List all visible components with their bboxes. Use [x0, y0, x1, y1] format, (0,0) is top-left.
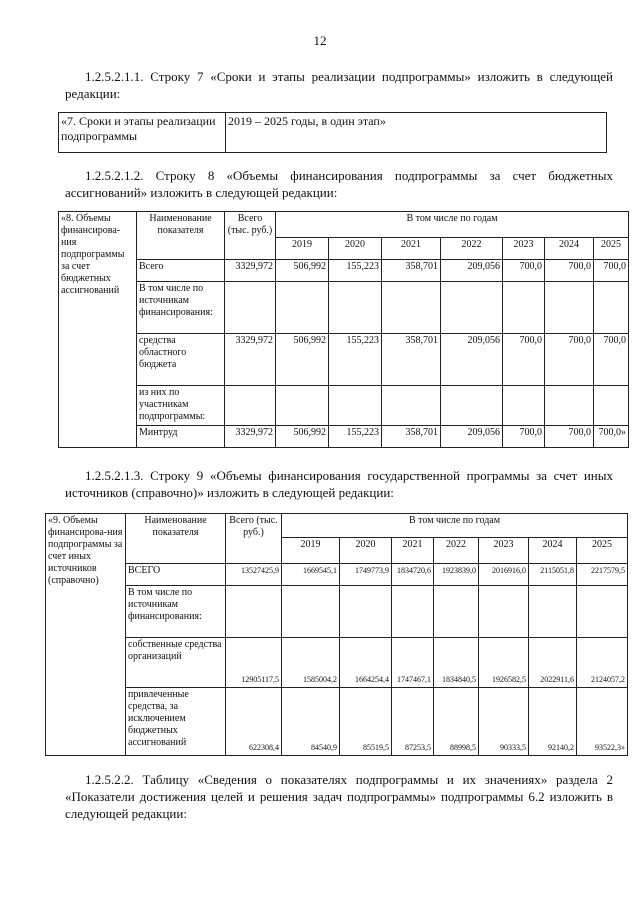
table8-cell: 209,056	[441, 426, 503, 448]
table8-cell	[329, 386, 382, 426]
table9-row-label: «9. Объемы финансирова-ния подпрограммы за счет иных источников (справочно)	[46, 514, 126, 756]
table7-label: «7. Сроки и этапы реализации подпрограммы	[59, 113, 226, 153]
table8-cell: 700,0	[503, 426, 545, 448]
table9-cell	[434, 586, 479, 638]
table8-header-name: Наименование показателя	[137, 212, 225, 260]
table9-cell: 90333,5	[479, 688, 529, 756]
table-row-9	[45, 513, 628, 756]
table8-cell: 358,701	[382, 334, 441, 386]
table9-cell: 87253,5	[392, 688, 434, 756]
table8-cell	[545, 282, 594, 334]
table8-cell: 155,223	[329, 426, 382, 448]
table9-cell	[282, 586, 340, 638]
table9-year: 2023	[479, 538, 529, 564]
table8-cell: 155,223	[329, 260, 382, 282]
table8-cell: 209,056	[441, 260, 503, 282]
table8-cell	[329, 282, 382, 334]
table9-cell-total	[226, 586, 282, 638]
table9-cell: 1834720,6	[392, 564, 434, 586]
table9-cell: 85519,5	[340, 688, 392, 756]
table8-cell: 700,0»	[594, 426, 629, 448]
table8-cell-name: В том числе по источникам финансирования:	[137, 282, 225, 334]
table9-cell-total: 622308,4	[226, 688, 282, 756]
table9-cell: 2016916,0	[479, 564, 529, 586]
table8-cell	[503, 282, 545, 334]
table9-cell: 1749773,9	[340, 564, 392, 586]
table9-cell: 1664254,4	[340, 638, 392, 688]
table8-year: 2023	[503, 238, 545, 260]
table8-cell	[594, 282, 629, 334]
table9-cell: 93522,3»	[577, 688, 628, 756]
paragraph-row7-instruction: 1.2.5.2.1.1. Строку 7 «Сроки и этапы реализации подпрограммы» изложить в следующей редакции:	[65, 69, 613, 101]
table9-cell-total: 12905117,5	[226, 638, 282, 688]
table-row	[59, 282, 629, 334]
table8-cell: 700,0	[545, 334, 594, 386]
table9-year: 2022	[434, 538, 479, 564]
table9-cell: 1834840,5	[434, 638, 479, 688]
table8-year: 2021	[382, 238, 441, 260]
table8-header-years: В том числе по годам	[276, 212, 629, 238]
table8-cell	[441, 282, 503, 334]
table8-cell	[441, 386, 503, 426]
table9-cell-name: собственные средства организаций	[126, 638, 226, 688]
table8-year: 2022	[441, 238, 503, 260]
paragraph-row9-instruction: 1.2.5.2.1.3. Строку 9 «Объемы финансирования государственной программы за счет иных источников (справочно)» изложить в следующей редакции:	[65, 468, 613, 500]
table9-year: 2019	[282, 538, 340, 564]
table8-year: 2025	[594, 238, 629, 260]
table8-cell	[594, 386, 629, 426]
table8-cell: 506,992	[276, 426, 329, 448]
table9-cell: 2115051,8	[529, 564, 577, 586]
table9-cell: 1923839,0	[434, 564, 479, 586]
table9-cell	[479, 586, 529, 638]
paragraph-table-instruction: 1.2.5.2.2. Таблицу «Сведения о показателях подпрограммы и их значениях» раздела 2 «Показатели достижения целей и решения задач подпрограммы» подпрограммы 6.2 изложить в следующей редакции:	[65, 772, 613, 821]
table9-cell: 1669545,1	[282, 564, 340, 586]
page-number: 12	[313, 33, 327, 48]
table8-cell: 358,701	[382, 260, 441, 282]
table-row	[46, 564, 628, 586]
table-row	[59, 426, 629, 448]
paragraph-row8-instruction: 1.2.5.2.1.2. Строку 8 «Объемы финансирования подпрограммы за счет бюджетных ассигнований» изложить в следующей редакции:	[65, 168, 613, 200]
table9-cell: 92140,2	[529, 688, 577, 756]
table9-cell	[529, 586, 577, 638]
table8-year: 2020	[329, 238, 382, 260]
table9-cell-total: 13527425,9	[226, 564, 282, 586]
table9-cell: 84540,9	[282, 688, 340, 756]
table9-cell: 1747467,1	[392, 638, 434, 688]
table9-cell	[340, 586, 392, 638]
table8-cell-total: 3329,972	[225, 260, 276, 282]
table8-cell: 700,0	[594, 334, 629, 386]
table8-cell: 700,0	[503, 260, 545, 282]
table9-cell	[577, 586, 628, 638]
table9-year: 2025	[577, 538, 628, 564]
table9-cell: 2022911,6	[529, 638, 577, 688]
table8-cell: 506,992	[276, 334, 329, 386]
table9-cell: 1926582,5	[479, 638, 529, 688]
table8-cell	[545, 386, 594, 426]
table9-cell-name: ВСЕГО	[126, 564, 226, 586]
table8-row-label: «8. Объемы финансирова-ния подпрограммы за счет бюджетных ассигнований	[59, 212, 137, 448]
table8-cell	[276, 282, 329, 334]
table7-value: 2019 – 2025 годы, в один этап»	[226, 113, 607, 153]
table9-cell: 88998,5	[434, 688, 479, 756]
table9-cell: 1585004,2	[282, 638, 340, 688]
table9-cell: 2217579,5	[577, 564, 628, 586]
table8-cell: 700,0	[594, 260, 629, 282]
table-row	[59, 386, 629, 426]
table8-cell	[503, 386, 545, 426]
table9-header-total: Всего (тыс. руб.)	[226, 514, 282, 564]
table8-cell-total	[225, 282, 276, 334]
table9-cell: 2124057,2	[577, 638, 628, 688]
table-row	[59, 334, 629, 386]
table9-year: 2021	[392, 538, 434, 564]
table8-cell: 700,0	[545, 426, 594, 448]
table8-cell: 700,0	[545, 260, 594, 282]
table-row	[59, 260, 629, 282]
table8-cell-name: средства областного бюджета	[137, 334, 225, 386]
table8-cell-total: 3329,972	[225, 334, 276, 386]
table8-cell: 358,701	[382, 426, 441, 448]
table8-cell-total	[225, 386, 276, 426]
table8-cell: 155,223	[329, 334, 382, 386]
table8-cell-name: Минтруд	[137, 426, 225, 448]
table-row	[46, 638, 628, 688]
table-row-7	[58, 112, 607, 153]
table8-cell	[276, 386, 329, 426]
table9-year: 2024	[529, 538, 577, 564]
table8-cell	[382, 282, 441, 334]
table-row	[46, 586, 628, 638]
table9-cell-name: В том числе по источникам финансирования:	[126, 586, 226, 638]
table9-year: 2020	[340, 538, 392, 564]
table8-cell: 700,0	[503, 334, 545, 386]
table9-cell-name: привлеченные средства, за исключением бюджетных ассигнований	[126, 688, 226, 756]
table8-header-total: Всего (тыс. руб.)	[225, 212, 276, 260]
table8-year: 2019	[276, 238, 329, 260]
table8-cell-name: Всего	[137, 260, 225, 282]
table-row	[46, 688, 628, 756]
table-row-8	[58, 211, 629, 448]
table8-cell-name: из них по участникам подпрограммы:	[137, 386, 225, 426]
table8-cell-total: 3329,972	[225, 426, 276, 448]
table8-cell	[382, 386, 441, 426]
table9-cell	[392, 586, 434, 638]
table9-header-name: Наименование показателя	[126, 514, 226, 564]
table8-cell: 506,992	[276, 260, 329, 282]
table9-header-years: В том числе по годам	[282, 514, 628, 538]
table8-cell: 209,056	[441, 334, 503, 386]
table8-year: 2024	[545, 238, 594, 260]
